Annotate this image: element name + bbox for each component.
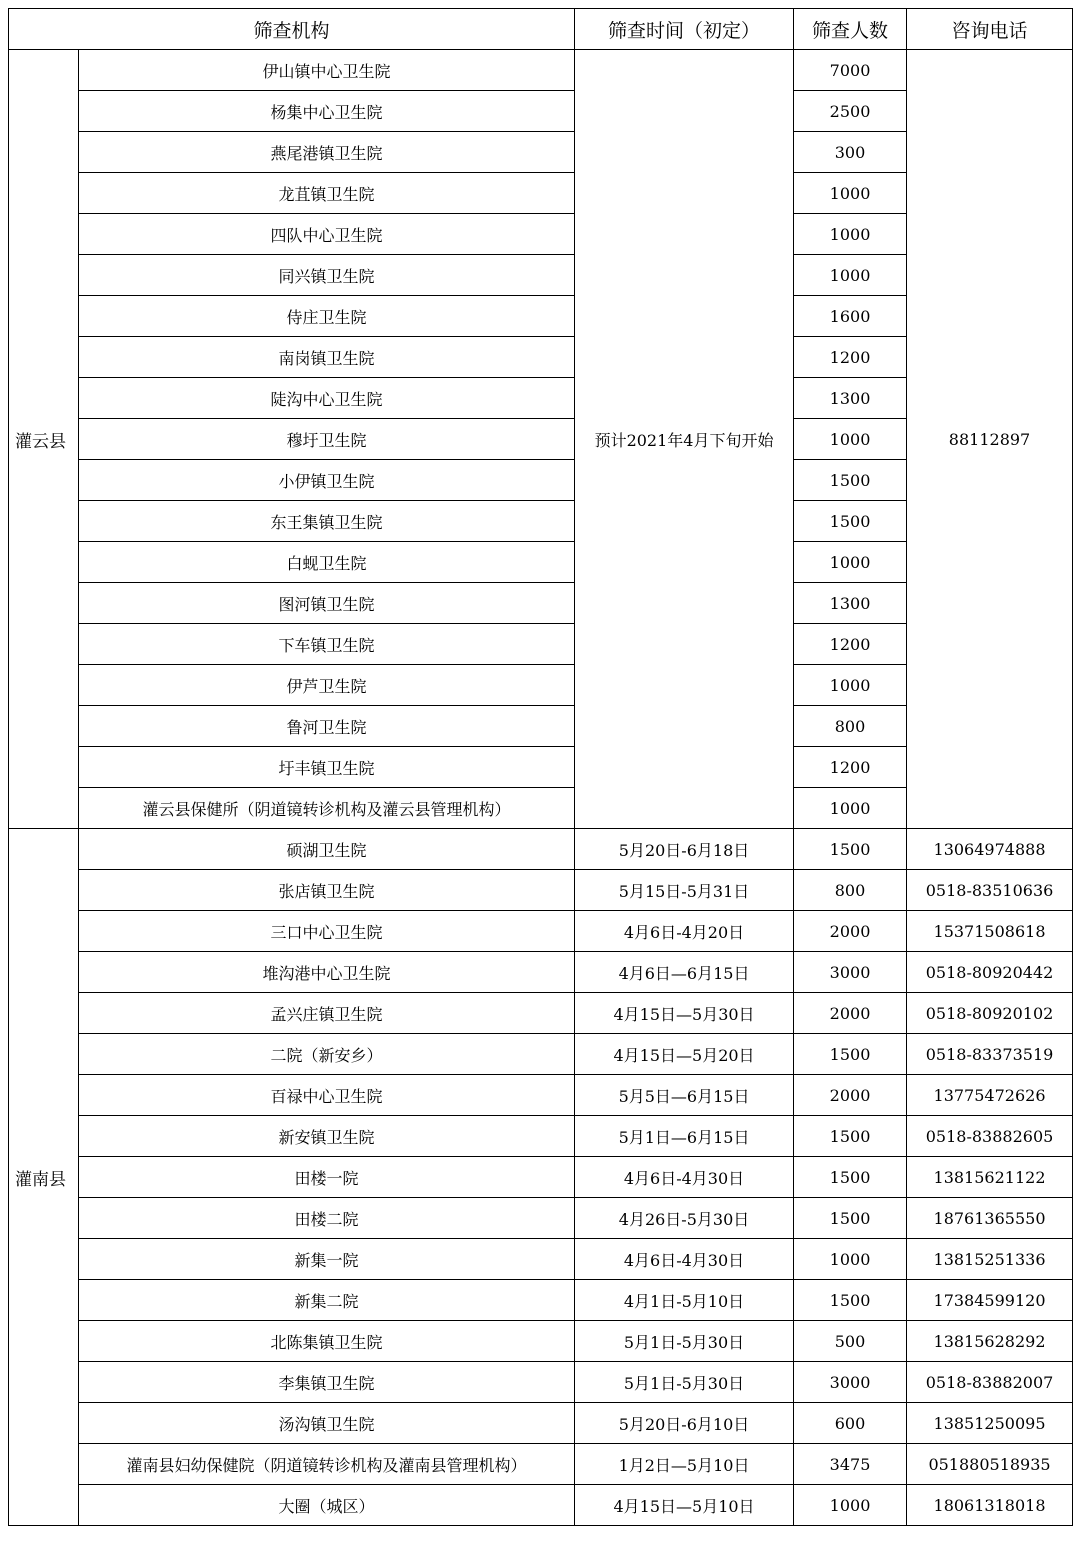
screening-time: 1月2日—5月10日 <box>575 1444 794 1485</box>
institution-name: 田楼二院 <box>79 1198 575 1239</box>
institution-name: 张店镇卫生院 <box>79 870 575 911</box>
screening-count: 1500 <box>794 1198 907 1239</box>
screening-count: 1500 <box>794 1034 907 1075</box>
institution-name: 穆圩卫生院 <box>79 419 575 460</box>
screening-time: 4月26日-5月30日 <box>575 1198 794 1239</box>
screening-time: 4月6日-4月20日 <box>575 911 794 952</box>
table-row <box>9 829 1073 870</box>
consult-phone: 13815251336 <box>907 1239 1073 1280</box>
institution-name: 龙苴镇卫生院 <box>79 173 575 214</box>
screening-time: 4月15日—5月10日 <box>575 1485 794 1526</box>
screening-count: 1000 <box>794 255 907 296</box>
screening-time: 4月15日—5月30日 <box>575 993 794 1034</box>
institution-name: 三口中心卫生院 <box>79 911 575 952</box>
table-row <box>9 911 1073 952</box>
screening-count: 1200 <box>794 337 907 378</box>
screening-count: 7000 <box>794 50 907 91</box>
screening-count: 1000 <box>794 1239 907 1280</box>
consult-phone: 13775472626 <box>907 1075 1073 1116</box>
screening-count: 2000 <box>794 993 907 1034</box>
institution-name: 白蚬卫生院 <box>79 542 575 583</box>
institution-name: 南岗镇卫生院 <box>79 337 575 378</box>
screening-time: 5月5日—6月15日 <box>575 1075 794 1116</box>
institution-name: 伊山镇中心卫生院 <box>79 50 575 91</box>
screening-count: 1300 <box>794 583 907 624</box>
institution-name: 新集一院 <box>79 1239 575 1280</box>
institution-name: 孟兴庄镇卫生院 <box>79 993 575 1034</box>
institution-name: 新安镇卫生院 <box>79 1116 575 1157</box>
table-row <box>9 1075 1073 1116</box>
screening-time: 5月15日-5月31日 <box>575 870 794 911</box>
screening-time: 4月15日—5月20日 <box>575 1034 794 1075</box>
screening-count: 1600 <box>794 296 907 337</box>
institution-name: 灌云县保健所（阴道镜转诊机构及灌云县管理机构） <box>79 788 575 829</box>
screening-count: 1200 <box>794 747 907 788</box>
screening-count: 2500 <box>794 91 907 132</box>
screening-count: 1000 <box>794 665 907 706</box>
table-row <box>9 1034 1073 1075</box>
screening-count: 500 <box>794 1321 907 1362</box>
consult-phone: 0518-83510636 <box>907 870 1073 911</box>
consult-phone: 18761365550 <box>907 1198 1073 1239</box>
screening-count: 800 <box>794 870 907 911</box>
consult-phone: 13064974888 <box>907 829 1073 870</box>
screening-time: 5月1日-5月30日 <box>575 1321 794 1362</box>
header-row <box>9 9 1073 50</box>
institution-name: 东王集镇卫生院 <box>79 501 575 542</box>
consult-phone: 0518-80920442 <box>907 952 1073 993</box>
screening-count: 3475 <box>794 1444 907 1485</box>
table-row <box>9 1444 1073 1485</box>
screening-count: 1000 <box>794 214 907 255</box>
institution-name: 下车镇卫生院 <box>79 624 575 665</box>
header-count: 筛查人数 <box>794 9 907 50</box>
screening-count: 1500 <box>794 1280 907 1321</box>
screening-count: 1000 <box>794 173 907 214</box>
institution-name: 汤沟镇卫生院 <box>79 1403 575 1444</box>
table-row <box>9 993 1073 1034</box>
institution-name: 燕尾港镇卫生院 <box>79 132 575 173</box>
screening-count: 1000 <box>794 788 907 829</box>
table-row <box>9 1362 1073 1403</box>
institution-name: 李集镇卫生院 <box>79 1362 575 1403</box>
institution-name: 鲁河卫生院 <box>79 706 575 747</box>
screening-table <box>8 8 1073 1526</box>
institution-name: 陡沟中心卫生院 <box>79 378 575 419</box>
screening-time: 4月1日-5月10日 <box>575 1280 794 1321</box>
institution-name: 二院（新安乡） <box>79 1034 575 1075</box>
institution-name: 伊芦卫生院 <box>79 665 575 706</box>
screening-time: 4月6日—6月15日 <box>575 952 794 993</box>
table-row <box>9 870 1073 911</box>
screening-count: 1500 <box>794 1116 907 1157</box>
table-row <box>9 1485 1073 1526</box>
institution-name: 侍庄卫生院 <box>79 296 575 337</box>
screening-count: 3000 <box>794 952 907 993</box>
screening-count: 600 <box>794 1403 907 1444</box>
screening-count: 800 <box>794 706 907 747</box>
screening-count: 1300 <box>794 378 907 419</box>
guanyun-phone-cell: 88112897 <box>907 50 1073 829</box>
table-row <box>9 1157 1073 1198</box>
institution-name: 图河镇卫生院 <box>79 583 575 624</box>
institution-name: 百禄中心卫生院 <box>79 1075 575 1116</box>
screening-time: 4月6日-4月30日 <box>575 1239 794 1280</box>
header-time: 筛查时间（初定） <box>575 9 794 50</box>
consult-phone: 15371508618 <box>907 911 1073 952</box>
consult-phone: 0518-80920102 <box>907 993 1073 1034</box>
consult-phone: 13815621122 <box>907 1157 1073 1198</box>
screening-count: 2000 <box>794 1075 907 1116</box>
screening-time: 5月20日-6月18日 <box>575 829 794 870</box>
institution-name: 灌南县妇幼保健院（阴道镜转诊机构及灌南县管理机构） <box>79 1444 575 1485</box>
table-row <box>9 1239 1073 1280</box>
institution-name: 圩丰镇卫生院 <box>79 747 575 788</box>
screening-count: 1500 <box>794 501 907 542</box>
table-row <box>9 1280 1073 1321</box>
consult-phone: 18061318018 <box>907 1485 1073 1526</box>
institution-name: 硕湖卫生院 <box>79 829 575 870</box>
screening-count: 300 <box>794 132 907 173</box>
institution-name: 大圈（城区） <box>79 1485 575 1526</box>
institution-name: 堆沟港中心卫生院 <box>79 952 575 993</box>
consult-phone: 0518-83882605 <box>907 1116 1073 1157</box>
header-institution: 筛查机构 <box>9 9 575 50</box>
institution-name: 同兴镇卫生院 <box>79 255 575 296</box>
table-row <box>9 1198 1073 1239</box>
screening-time: 5月1日-5月30日 <box>575 1362 794 1403</box>
screening-count: 1000 <box>794 1485 907 1526</box>
screening-count: 1000 <box>794 542 907 583</box>
consult-phone: 0518-83882007 <box>907 1362 1073 1403</box>
institution-name: 新集二院 <box>79 1280 575 1321</box>
screening-time: 5月1日—6月15日 <box>575 1116 794 1157</box>
institution-name: 田楼一院 <box>79 1157 575 1198</box>
guanyun-time-cell: 预计2021年4月下旬开始 <box>575 50 794 829</box>
screening-count: 1500 <box>794 1157 907 1198</box>
consult-phone: 051880518935 <box>907 1444 1073 1485</box>
screening-count: 1500 <box>794 460 907 501</box>
screening-time: 5月20日-6月10日 <box>575 1403 794 1444</box>
consult-phone: 17384599120 <box>907 1280 1073 1321</box>
screening-count: 1500 <box>794 829 907 870</box>
screening-count: 1000 <box>794 419 907 460</box>
table-row <box>9 1116 1073 1157</box>
consult-phone: 13851250095 <box>907 1403 1073 1444</box>
table-row <box>9 1403 1073 1444</box>
table-row <box>9 952 1073 993</box>
consult-phone: 0518-83373519 <box>907 1034 1073 1075</box>
institution-name: 小伊镇卫生院 <box>79 460 575 501</box>
header-phone: 咨询电话 <box>907 9 1073 50</box>
table-row <box>9 1321 1073 1362</box>
screening-count: 3000 <box>794 1362 907 1403</box>
institution-name: 四队中心卫生院 <box>79 214 575 255</box>
consult-phone: 13815628292 <box>907 1321 1073 1362</box>
table-body <box>9 50 1073 1526</box>
screening-count: 1200 <box>794 624 907 665</box>
county-cell-guanyun: 灌云县 <box>9 50 79 829</box>
screening-time: 4月6日-4月30日 <box>575 1157 794 1198</box>
screening-count: 2000 <box>794 911 907 952</box>
county-cell-guannan: 灌南县 <box>9 829 79 1526</box>
institution-name: 杨集中心卫生院 <box>79 91 575 132</box>
institution-name: 北陈集镇卫生院 <box>79 1321 575 1362</box>
table-row <box>9 50 1073 91</box>
